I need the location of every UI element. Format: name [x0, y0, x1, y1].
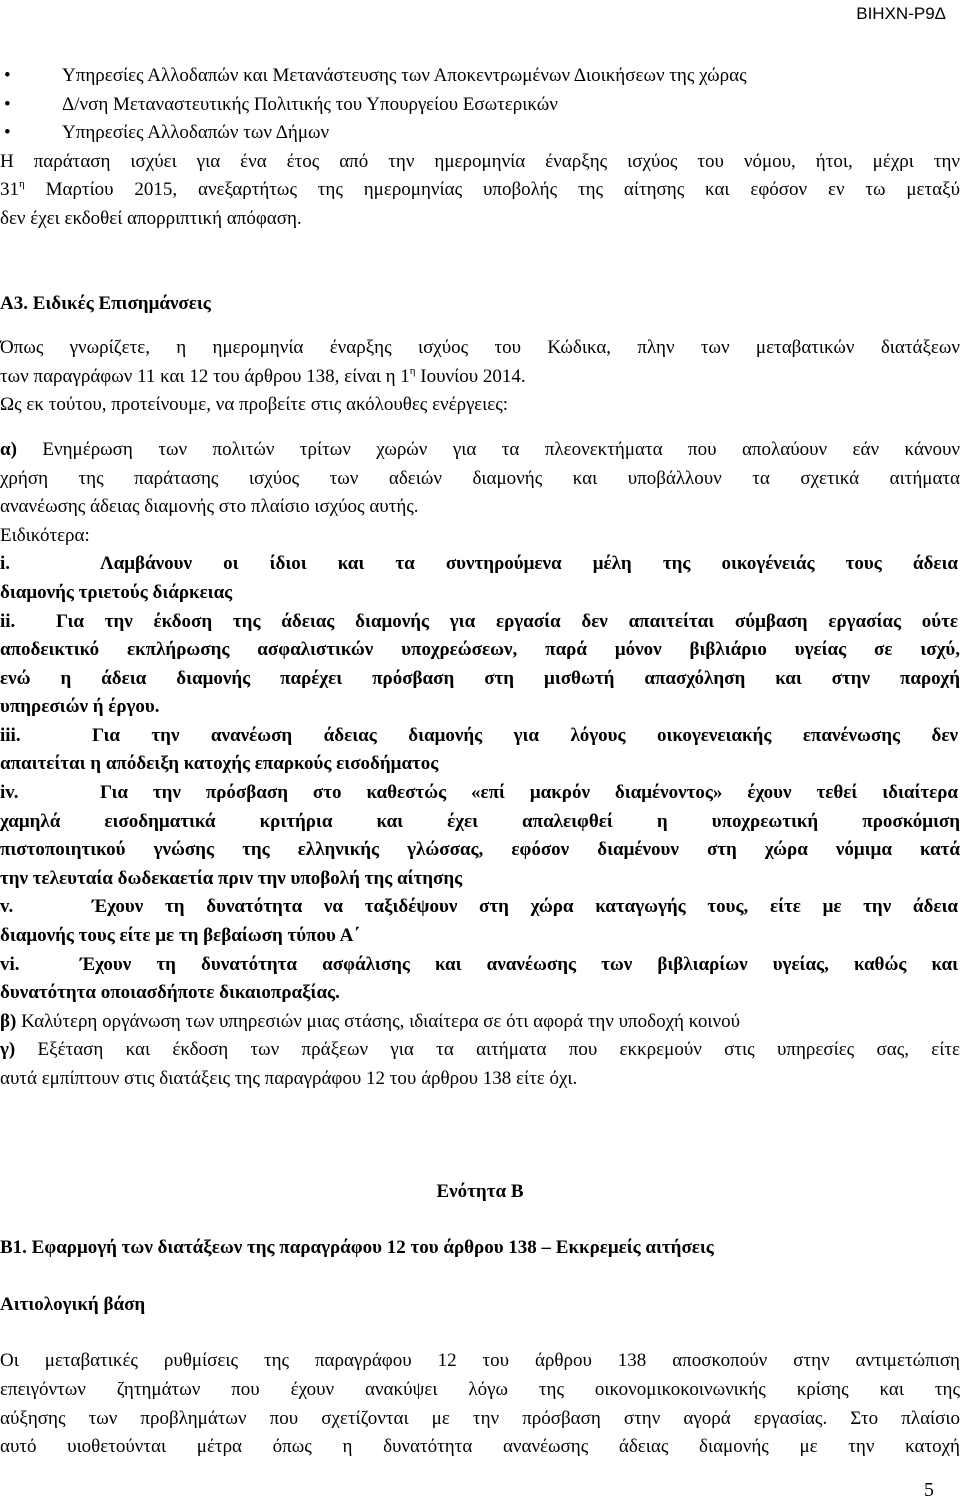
- paragraph-line: Ως εκ τούτου, προτείνουμε, να προβείτε στις ακόλουθες ενέργειες:: [0, 394, 509, 416]
- bullet-item: • Υπηρεσίες Αλλοδαπών και Μετανάστευσης των Αποκεντρωμένων Διοικήσεων της χώρας: [0, 62, 960, 91]
- sub-item-iv: iv. Για την πρόσβαση στο καθεστώς «επί μακρόν διαμένοντος» έχουν τεθεί ιδιαίτερα: [0, 782, 958, 804]
- page-number: 5: [924, 1479, 934, 1501]
- subheading: Αιτιολογική βάση: [0, 1293, 146, 1315]
- sub-item-iii: iii. Για την ανανέωση άδειας διαμονής για λόγους οικογενειακής επανένωσης δεν: [0, 724, 958, 746]
- bullet-dot: •: [4, 93, 11, 115]
- list-item-b: β) Καλύτερη οργάνωση των υπηρεσιών μιας στάσης, ιδιαίτερα σε ότι αφορά την υποδοχή κοινού: [0, 1010, 740, 1032]
- paragraph-line: πιστοποιητικού γνώσης της ελληνικής γλώσσας, εφόσον διαμένουν στη χώρα νόμιμα κατά: [0, 839, 960, 861]
- paragraph-line: διαμονής τους είτε με τη βεβαίωση τύπου Α΄: [0, 925, 360, 947]
- bullet-item: • Δ/νση Μεταναστευτικής Πολιτικής του Υπουργείου Εσωτερικών: [0, 91, 960, 120]
- paragraph-line: χρήση της παράτασης ισχύος των αδειών διαμονής και υποβάλλουν τα σχετικά αιτήματα: [0, 467, 960, 489]
- paragraph-line: αυτά εμπίπτουν στις διατάξεις της παραγράφου 12 του άρθρου 138 είτε όχι.: [0, 1068, 578, 1089]
- bullet-item: • Υπηρεσίες Αλλοδαπών των Δήμων: [0, 119, 960, 148]
- paragraph-line: αποδεικτικό εκπλήρωσης ασφαλιστικών υποχρεώσεων, παρά μόνον βιβλιάριο υγείας σε ισχύ,: [0, 639, 960, 661]
- paragraph-line: επειγόντων ζητημάτων που έχουν ανακύψει λόγω της οικονομικοκοινωνικής κρίσης και της: [0, 1378, 960, 1400]
- paragraph-line: δεν έχει εκδοθεί απορριπτική απόφαση.: [0, 207, 302, 229]
- bullet-dot: •: [4, 65, 11, 86]
- paragraph-line: ενώ η άδεια διαμονής παρέχει πρόσβαση στη μισθωτή απασχόληση και στην παροχή: [0, 667, 960, 689]
- sub-item-v: v. Έχουν τη δυνατότητα να ταξιδέψουν στη χώρα καταγωγής τους, είτε με την άδεια: [0, 896, 958, 918]
- sub-item-ii: ii. Για την έκδοση της άδειας διαμονής για εργασία δεν απαιτείται σύμβαση εργασίας ούτε: [0, 610, 958, 632]
- sub-item-vi: vi. Έχουν τη δυνατότητα ασφάλισης και ανανέωσης των βιβλιαρίων υγείας, καθώς και: [0, 953, 958, 975]
- paragraph-line: Οι μεταβατικές ρυθμίσεις της παραγράφου 12 του άρθρου 138 αποσκοπούν στην αντιμετώπιση: [0, 1350, 960, 1372]
- list-item-a: α) Ενημέρωση των πολιτών τρίτων χωρών για τα πλεονεκτήματα που απολαύουν εάν κάνουν: [0, 438, 960, 460]
- paragraph-line: χαμηλά εισοδηματικά κριτήρια και έχει απαλειφθεί η υποχρεωτική προσκόμιση: [0, 810, 960, 832]
- section-heading-b1: Β1. Εφαρμογή των διατάξεων της παραγράφου 12 του άρθρου 138 – Εκκρεμείς αιτήσεις: [0, 1237, 714, 1259]
- sub-item-i: i. Λαμβάνουν οι ίδιοι και τα συντηρούμενα μέλη της οικογένειάς τους άδεια: [0, 553, 958, 575]
- section-title: Ενότητα Β: [436, 1180, 524, 1202]
- paragraph-line: των παραγράφων 11 και 12 του άρθρου 138, είναι η $1^\eta$ Ιουνίου 2014.: [0, 364, 526, 387]
- bullet-dot: •: [4, 122, 11, 144]
- paragraph-line: δυνατότητα οποιασδήποτε δικαιοπραξίας.: [0, 982, 340, 1004]
- paragraph-line: $31^\eta$ Μαρτίου 2015, ανεξαρτήτως της ημερομηνίας υποβολής της αίτησης και εφόσον εν τω μεταξύ: [0, 178, 960, 201]
- paragraph-line: υπηρεσιών ή έργου.: [0, 696, 160, 718]
- document-body: [0, 62, 960, 1462]
- paragraph-line: Ειδικότερα:: [0, 524, 90, 546]
- paragraph-line: αύξησης των προβλημάτων που σχετίζονται με την πρόσβαση στην αγορά εργασίας. Στο πλαίσιο: [0, 1407, 960, 1429]
- paragraph-line: Η παράταση ισχύει για ένα έτος από την ημερομηνία έναρξης ισχύος του νόμου, ήτοι, μέχρι την: [0, 150, 960, 172]
- paragraph-line: απαιτείται η απόδειξη κατοχής επαρκούς εισοδήματος: [0, 753, 439, 775]
- list-item-c: γ) Εξέταση και έκδοση των πράξεων για τα αιτήματα που εκκρεμούν στις υπηρεσίες σας, είτε: [0, 1039, 960, 1061]
- paragraph-line: Όπως γνωρίζετε, η ημερομηνία έναρξης ισχύος του Κώδικα, πλην των μεταβατικών διατάξεων: [0, 337, 960, 359]
- paragraph-line: ανανέωσης άδειας διαμονής στο πλαίσιο ισχύος αυτής.: [0, 496, 419, 518]
- paragraph-line: αυτό υιοθετούνται μέτρα όπως η δυνατότητα ανανέωσης άδειας διαμονής με την κατοχή: [0, 1436, 960, 1458]
- paragraph-line: διαμονής τριετούς διάρκειας: [0, 581, 233, 603]
- section-heading-a3: Α3. Ειδικές Επισημάνσεις: [0, 292, 211, 314]
- paragraph-line: την τελευταία δωδεκαετία πριν την υποβολή της αίτησης: [0, 867, 463, 889]
- document-code: ΒΙΗΧΝ-Ρ9Δ: [856, 4, 946, 23]
